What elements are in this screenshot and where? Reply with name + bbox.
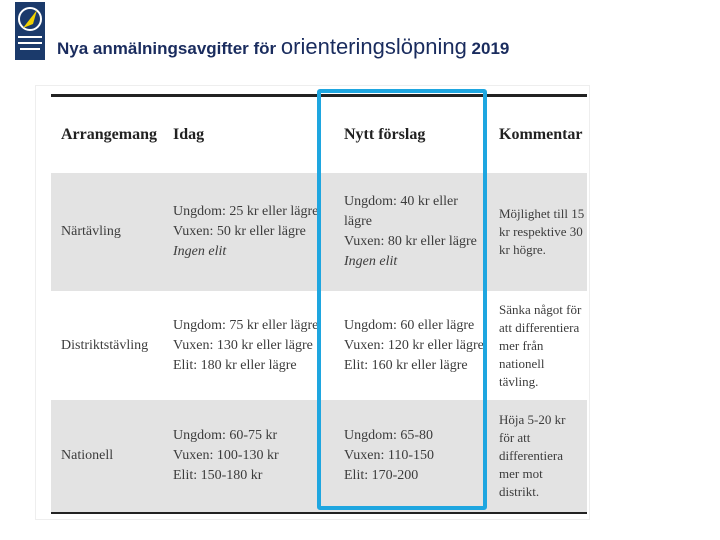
cell-arrangemang xyxy=(61,173,171,291)
cell-line: Ungdom: 60-75 kr xyxy=(173,428,278,443)
title-suffix: 2019 xyxy=(471,39,510,58)
cell-line: kr respektive 30 xyxy=(499,224,583,239)
cell-nytt-forslag xyxy=(344,291,492,400)
cell-line: nationell xyxy=(499,355,545,371)
cell-line: Närtävling xyxy=(61,224,121,239)
cell-line: Elit: 150-180 kr xyxy=(173,468,263,483)
cell-line: för att xyxy=(499,430,531,445)
table-bottom-rule xyxy=(51,512,587,514)
cell-line: lägre xyxy=(344,214,372,229)
table-row xyxy=(51,291,587,400)
cell-line: Vuxen: 130 kr eller lägre xyxy=(173,337,313,353)
cell-line: Ingen elit xyxy=(344,254,398,269)
title-middle: orienteringslöpning xyxy=(280,34,467,59)
cell-line: Elit: 170-200 xyxy=(344,468,419,483)
cell-line: mer mot xyxy=(499,466,543,481)
cell-arrangemang xyxy=(61,400,171,512)
cell-line: Vuxen: 50 kr eller lägre xyxy=(173,224,306,239)
cell-line: att differentiera xyxy=(499,319,580,335)
cell-line: Höja 5-20 kr xyxy=(499,412,566,427)
header-nytt-forslag: Nytt förslag xyxy=(344,126,426,143)
cell-line: Ingen elit xyxy=(173,244,227,259)
cell-nytt-forslag xyxy=(344,173,492,291)
cell-line: Vuxen: 120 kr eller lägre xyxy=(344,337,484,353)
cell-idag xyxy=(173,291,319,400)
fee-table xyxy=(36,86,589,519)
slide-title xyxy=(57,34,509,60)
cell-line: Elit: 180 kr eller lägre xyxy=(173,357,297,373)
cell-line: Ungdom: 75 kr eller lägre xyxy=(173,317,319,333)
cell-line: differentiera xyxy=(499,448,563,463)
cell-line: mer från xyxy=(499,337,544,353)
table-row xyxy=(51,400,587,512)
cell-line: Vuxen: 80 kr eller lägre xyxy=(344,234,477,249)
cell-line: Vuxen: 100-130 kr xyxy=(173,448,279,463)
cell-line: Ungdom: 25 kr eller lägre xyxy=(173,204,319,219)
header-arrangemang: Arrangemang xyxy=(61,126,157,143)
cell-idag xyxy=(173,173,319,291)
cell-line: Möjlighet till 15 xyxy=(499,206,585,221)
header-kommentar: Kommentar xyxy=(499,126,583,143)
compass-logo-icon xyxy=(15,2,45,60)
table-header-row xyxy=(51,97,587,173)
cell-line: kr högre. xyxy=(499,242,546,257)
cell-line: Nationell xyxy=(61,448,114,463)
cell-line: Vuxen: 110-150 xyxy=(344,448,435,463)
cell-nytt-forslag xyxy=(344,400,492,512)
federation-logo xyxy=(15,2,45,60)
title-prefix: Nya anmälningsavgifter för xyxy=(57,39,277,58)
cell-idag xyxy=(173,400,319,512)
cell-line: tävling. xyxy=(499,373,539,389)
cell-line: Elit: 160 kr eller lägre xyxy=(344,357,468,373)
cell-line: distrikt. xyxy=(499,484,540,499)
cell-arrangemang xyxy=(61,291,171,400)
cell-line: Distriktstävling xyxy=(61,337,149,353)
header-idag: Idag xyxy=(173,126,205,143)
table-row xyxy=(51,173,587,291)
cell-kommentar xyxy=(499,173,585,291)
cell-line: Ungdom: 40 kr eller xyxy=(344,194,458,209)
cell-kommentar xyxy=(499,400,585,512)
cell-line: Ungdom: 60 eller lägre xyxy=(344,317,475,333)
cell-kommentar xyxy=(499,291,585,400)
cell-line: Sänka något för xyxy=(499,301,582,317)
cell-line: Ungdom: 65-80 xyxy=(344,428,434,443)
